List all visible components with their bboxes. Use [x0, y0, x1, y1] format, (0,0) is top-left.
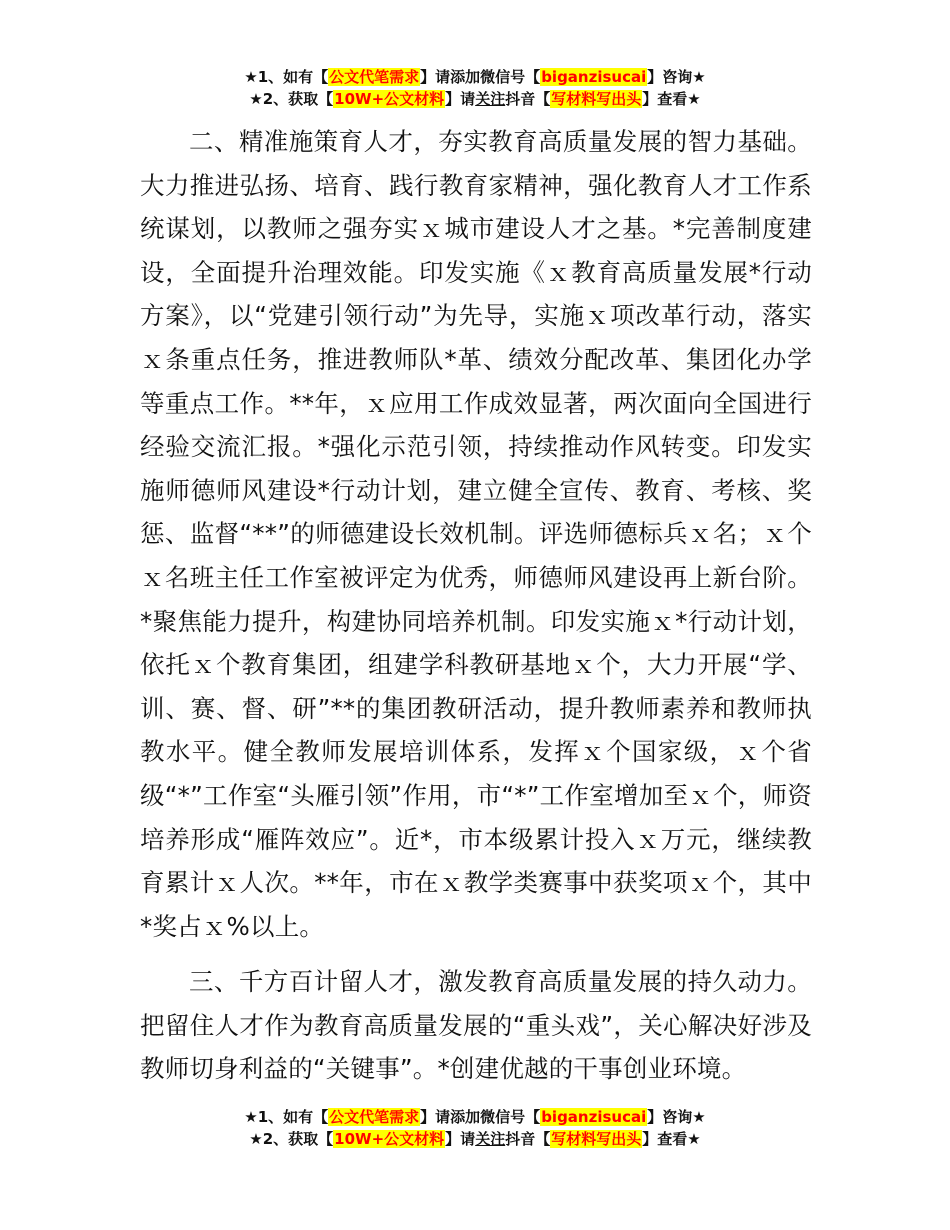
notice-text: 】请 — [445, 90, 476, 108]
notice-text: 】查看 — [642, 90, 688, 108]
highlight-wechat-id: biganzisucai — [541, 68, 647, 86]
star-icon: ★ — [244, 68, 258, 86]
notice-text: 抖音【 — [505, 90, 551, 108]
star-icon: ★ — [687, 1130, 701, 1148]
highlight-ghostwriting-service: 公文代笔需求 — [329, 1108, 420, 1126]
underlined-follow: 关注 — [475, 90, 506, 108]
highlight-ghostwriting-service: 公文代笔需求 — [329, 68, 420, 86]
underlined-follow: 关注 — [475, 1130, 506, 1148]
highlight-materials-count: 10W+公文材料 — [334, 1130, 445, 1148]
star-icon: ★ — [249, 90, 263, 108]
highlight-wechat-id: biganzisucai — [541, 1108, 647, 1126]
notice-text: 2、获取【 — [262, 1130, 334, 1148]
notice-text: 】请添加微信号【 — [420, 1108, 541, 1126]
highlight-douyin-account: 写材料写出头 — [551, 1130, 642, 1148]
notice-text: 1、如有【 — [257, 1108, 329, 1126]
header-notice-line-1 — [0, 66, 950, 88]
star-icon: ★ — [692, 1108, 706, 1126]
notice-text: 】请 — [445, 1130, 476, 1148]
header-notice-line-2 — [0, 88, 950, 110]
footer-notice — [0, 1106, 950, 1150]
notice-text: 2、获取【 — [262, 90, 334, 108]
notice-text: 1、如有【 — [257, 68, 329, 86]
star-icon: ★ — [249, 1130, 263, 1148]
footer-notice-line-2 — [0, 1128, 950, 1150]
footer-notice-line-1 — [0, 1106, 950, 1128]
notice-text: 】请添加微信号【 — [420, 68, 541, 86]
star-icon: ★ — [244, 1108, 258, 1126]
notice-text: 】咨询 — [647, 68, 693, 86]
header-notice — [0, 66, 950, 110]
notice-text: 】查看 — [642, 1130, 688, 1148]
notice-text: 抖音【 — [505, 1130, 551, 1148]
notice-text: 】咨询 — [647, 1108, 693, 1126]
star-icon: ★ — [687, 90, 701, 108]
paragraph-talent-retention: 三、千方百计留人才，激发教育高质量发展的持久动力。把留住人才作为教育高质量发展的“重头戏”，关心解决好涉及教师切身利益的“关键事”。*创建优越的干事创业环境。 — [140, 967, 812, 1084]
star-icon: ★ — [692, 68, 706, 86]
highlight-materials-count: 10W+公文材料 — [334, 90, 445, 108]
highlight-douyin-account: 写材料写出头 — [551, 90, 642, 108]
document-body — [140, 120, 812, 1091]
paragraph-talent-cultivation: 二、精准施策育人才，夯实教育高质量发展的智力基础。大力推进弘扬、培育、践行教育家精神，强化教育人才工作系统谋划，以教师之强夯实ｘ城市建设人才之基。*完善制度建设，全面提升治理效能。印发实施《ｘ教育高质量发展*行动方案》，以“党建引领行动”为先导，实施ｘ项改革行动，落实ｘ条重点任务，推进教师队*革、绩效分配改革、集团化办学等重点工作。**年，ｘ应用工作成效显著，两次面向全国进行经验交流汇报。*强化示范引领，持续推动作风转变。印发实施师德师风建设*行动计划，建立健全宣传、教育、考核、奖惩、监督“**”的师德建设长效机制。评选师德标兵ｘ名；ｘ个ｘ名班主任工作室被评定为优秀，师德师风建设再上新台阶。*聚焦能力提升，构建协同培养机制。印发实施ｘ*行动计划，依托ｘ个教育集团，组建学科教研基地ｘ个，大力开展“学、训、赛、督、研”**的集团教研活动，提升教师素养和教师执教水平。健全教师发展培训体系，发挥ｘ个国家级，ｘ个省级“*”工作室“头雁引领”作用，市“*”工作室增加至ｘ个，师资培养形成“雁阵效应”。近*，市本级累计投入ｘ万元，继续教育累计ｘ人次。**年，市在ｘ教学类赛事中获奖项ｘ个，其中*奖占ｘ%以上。 — [140, 127, 812, 941]
